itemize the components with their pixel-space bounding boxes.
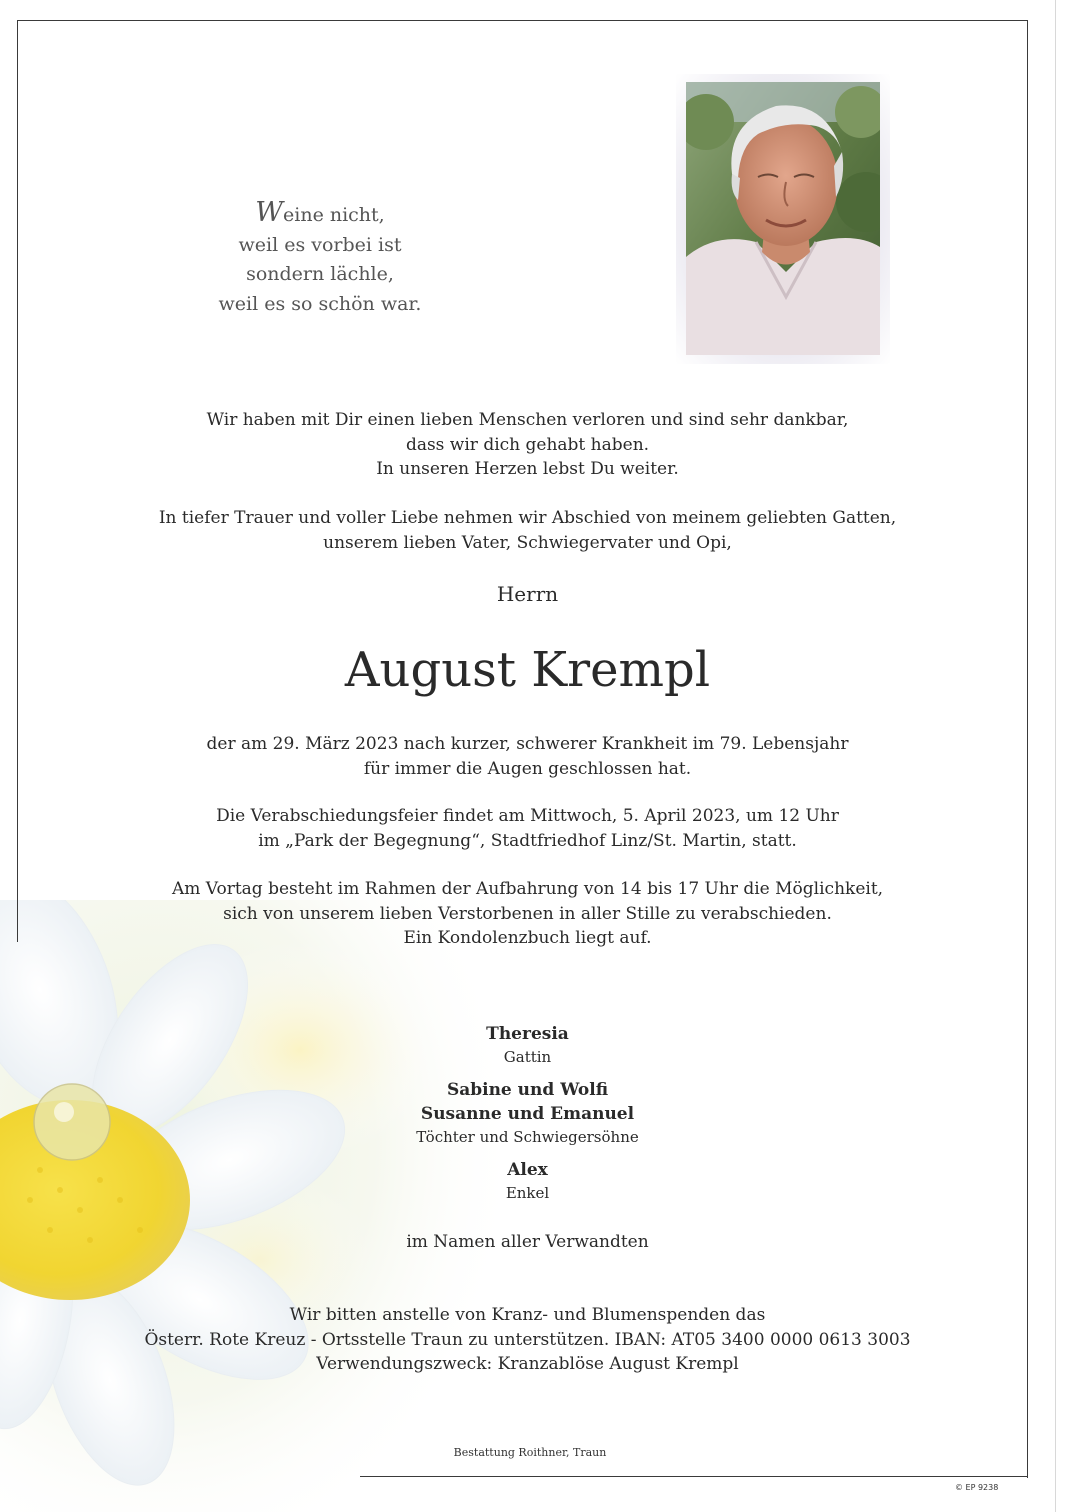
donation-request: Wir bitten anstelle von Kranz- und Blumenspenden das Österr. Rote Kreuz - Ortsstelle Traun zu unterstützen. IBAN: AT05 3400 0000 0613 3003 Verwendungszweck: Kranzablöse August Krempl [144, 1305, 911, 1374]
scan-edge-line [1055, 0, 1056, 1512]
page-border-bottom [360, 1476, 1028, 1477]
quote-line-3: sondern lächle, [246, 263, 394, 285]
quote-line-1: Weine nicht, [255, 197, 385, 228]
salutation: Herrn [496, 582, 559, 606]
death-notice: der am 29. März 2023 nach kurzer, schwerer Krankheit im 79. Lebensjahr für immer die Augen geschlossen hat. [206, 734, 849, 779]
mourner-group: Sabine und Wolfi Susanne und Emanuel Töchter und Schwiegersöhne [416, 1080, 639, 1146]
viewing-info: Am Vortag besteht im Rahmen der Aufbahrung von 14 bis 17 Uhr die Möglichkeit, sich von unserem lieben Verstorbenen in aller Stille zu verabschieden. Ein Kondolenzbuch liegt auf. [171, 879, 884, 948]
mourner-group: Alex Enkel [505, 1160, 550, 1202]
page-border-right [1027, 20, 1028, 1478]
page-border-top [17, 20, 1028, 21]
portrait-photo [686, 82, 880, 355]
page-border-left [17, 20, 18, 942]
intro-text: Wir haben mit Dir einen lieben Menschen verloren und sind sehr dankbar, dass wir dich gehabt haben. In unseren Herzen lebst Du weiter. [206, 410, 849, 479]
relatives-line: im Namen aller Verwandten [406, 1232, 649, 1252]
mourner-group: Theresia Gattin [486, 1024, 569, 1066]
funeral-home: Bestattung Roithner, Traun [453, 1446, 607, 1459]
daisy-flower-image [0, 900, 520, 1512]
ceremony-info: Die Verabschiedungsfeier findet am Mittwoch, 5. April 2023, um 12 Uhr im „Park der Begegnung“, Stadtfriedhof Linz/St. Martin, statt. [216, 806, 839, 851]
mourners-list [100, 1022, 955, 1204]
poem-quote [160, 198, 480, 319]
quote-line-4: weil es so schön war. [218, 292, 422, 315]
farewell-text: In tiefer Trauer und voller Liebe nehmen wir Abschied von meinem geliebten Gatten, unserem lieben Vater, Schwiegervater und Opi, [158, 508, 897, 553]
deceased-name: August Krempl [344, 642, 711, 698]
template-code: © EP 9238 [955, 1483, 999, 1492]
quote-line-2: weil es vorbei ist [238, 233, 402, 256]
